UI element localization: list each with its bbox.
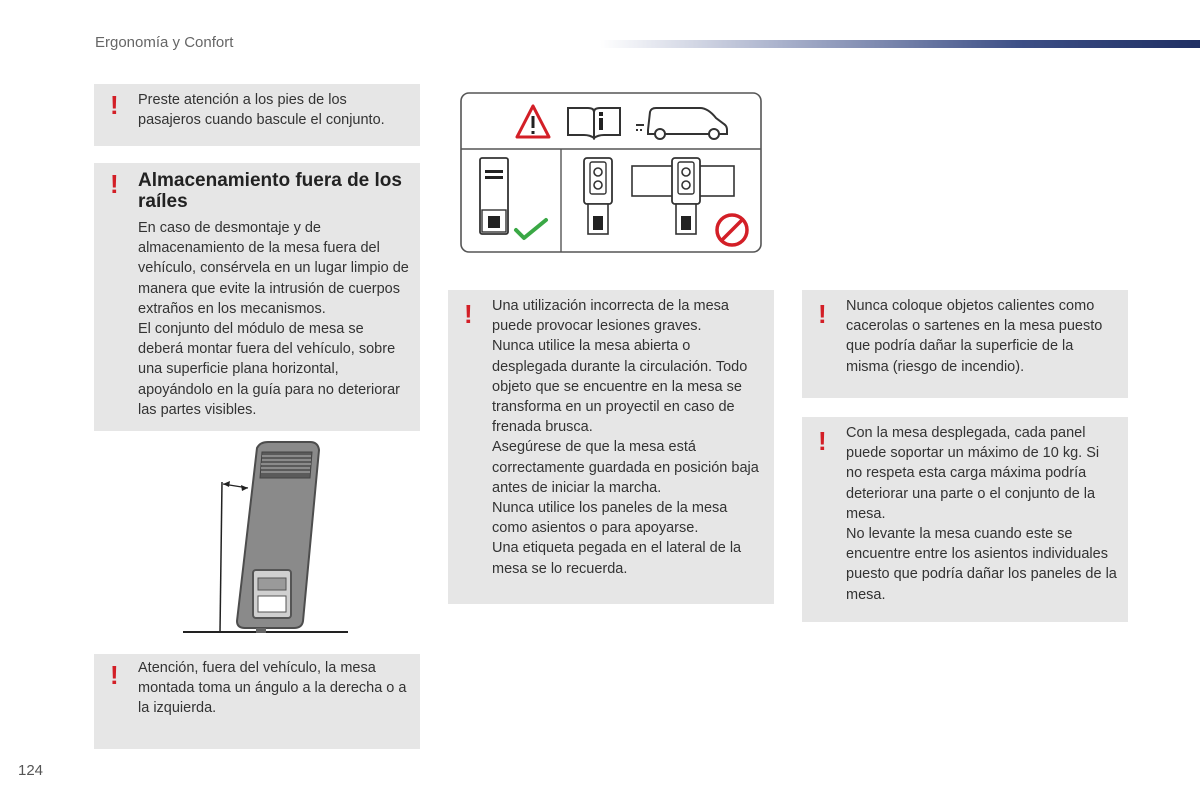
warning-hot-text: Nunca coloque objetos calientes como cacerolas o sartenes en la mesa puesto que podría dañar la superficie de la misma (riesgo de incendio). <box>846 298 1103 375</box>
warning-mark: ! <box>818 426 827 456</box>
warning-storage-paragraph: En caso de desmontaje y de almacenamiento de la mesa fuera del vehículo, consérvela en un lugar limpio de manera que evite la intrusión de cuerpos extraños en los mecanismos. <box>138 220 409 317</box>
module-stowed-shape <box>480 158 508 234</box>
module-raised-shape <box>584 158 612 234</box>
table-module-illustration <box>180 438 350 638</box>
warning-hot-objects <box>802 290 1128 398</box>
warning-misuse-paragraph: Una etiqueta pegada en el lateral de la mesa se lo recuerda. <box>492 540 742 577</box>
warning-mark: ! <box>464 299 473 329</box>
warning-load <box>802 417 1128 622</box>
header-bar <box>600 40 1200 48</box>
warning-feet <box>94 84 420 146</box>
warning-misuse-paragraph: Una utilización incorrecta de la mesa puede provocar lesiones graves. <box>492 298 729 335</box>
page-number: 124 <box>18 762 44 779</box>
warning-misuse-text <box>492 296 764 579</box>
warning-storage-paragraph: El conjunto del módulo de mesa se deberá montar fuera del vehículo, sobre una superficie plana horizontal, apoyándolo en la guía para no deteriorar las partes visibles. <box>138 321 400 418</box>
warning-feet-text: Preste atención a los pies de los pasajeros cuando bascule el conjunto. <box>138 92 385 129</box>
warning-mark: ! <box>110 169 119 199</box>
warning-load-text <box>846 423 1118 605</box>
warning-label-illustration <box>460 92 762 254</box>
warning-storage-heading: Almacenamiento fuera de los raíles <box>138 170 402 212</box>
warning-misuse-paragraph: Asegúrese de que la mesa está correctamente guardada en posición baja antes de iniciar la marcha. <box>492 439 759 496</box>
warning-misuse <box>448 290 774 604</box>
warning-angle <box>94 654 420 749</box>
warning-storage-text <box>138 218 410 420</box>
warning-misuse-paragraph: Nunca utilice los paneles de la mesa como asientos o para apoyarse. <box>492 500 728 537</box>
warning-misuse-paragraph: Nunca utilice la mesa abierta o desplegada durante la circulación. Todo objeto que se encuentre en la mesa se transforma en un proyectil en caso de frenada brusca. <box>492 338 748 436</box>
warning-storage <box>94 163 420 431</box>
warning-angle-text: Atención, fuera del vehículo, la mesa montada toma un ángulo a la derecha o a la izquierda. <box>138 660 407 717</box>
section-title: Ergonomía y Confort <box>95 34 234 51</box>
warning-mark: ! <box>110 90 119 120</box>
warning-mark: ! <box>818 299 827 329</box>
warning-mark: ! <box>110 660 119 690</box>
warning-load-paragraph: Con la mesa desplegada, cada panel puede soportar un máximo de 10 kg. Si no respeta esta carga máxima podría deteriorar una parte o el conjunto de la mesa. <box>846 425 1100 522</box>
warning-load-paragraph: No levante la mesa cuando este se encuentre entre los asientos individuales puesto que podría dañar los paneles de la mesa. <box>846 526 1117 603</box>
